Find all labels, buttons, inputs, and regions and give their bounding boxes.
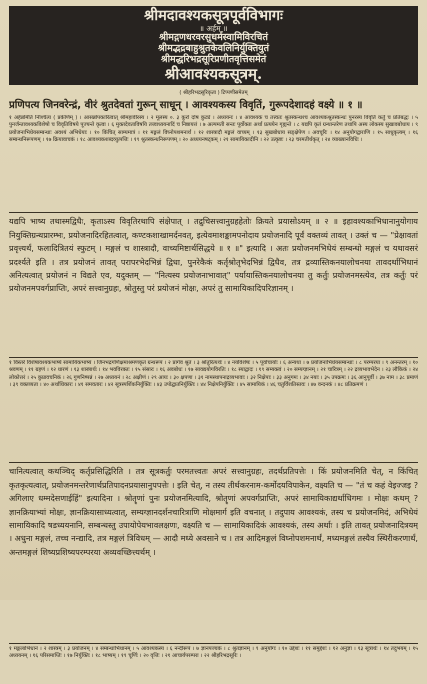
divider	[9, 357, 418, 358]
author-line: श्रीमद्गणधरवरसुधर्मस्वामिविरचितं	[159, 32, 268, 44]
book-title: श्रीमदावश्यकसूत्रपूर्वविभागः	[144, 7, 283, 24]
commentary-text-continued: चानित्यत्वात्‌ कथञ्चिद्‌ कर्तृप्रसिद्धिरिति । तत्र सूत्रकर्तुः परमतत्त्वतः अपरं सत्त्वानुग्रहः, तदर्थप्रतिपत्तेः । किं प्रयोजनमिति चेत्‌, न किंचित्‌ कृतकृत्यत्वात्‌, प्रयोजनमन्तरेणार्थप्रतिपादनप्रयासानुपपत्तेः । इति चेत्‌, न तस्य तीर्थकरनाम-कर्मोदयविपाकेन, वक्ष्यति च — "तं च कहं वेइज्जइ ? अगिलाए धम्मदेसणाईहिं" इत्यादिना । श्रोतॄणां पुनः प्रयोजनमित्यादि, श्रोतॄणां अपवर्गप्राप्तिः, अपरं सामायिकाद्यर्थाधिगमः । मोक्षः कथम्‌ ? ज्ञानक्रियाभ्यां मोक्षः, ज्ञानक्रियासाध्यत्वात्‌, सम्यग्ज्ञानदर्शनचारित्राणि मोक्षमार्ग इति वचनात्‌ । तदुपाय आवश्यकं, तस्य च प्रयोजनमिदं, अभिधेयं सामायिकादि षडध्ययनानि, सम्बन्धस्तु उपायोपेयभावलक्षणः, वक्ष्यति च — सामायिकादिकं आवश्यकं, तस्य अर्थाः । इति तावत्‌ प्रयोजनादित्रयम्‌ । अधुना मङ्गलं, तच्च नन्द्यादि, तत्र मङ्गलं त्रिविधम्‌ — आदौ मध्ये अवसाने च । तत्र आदिमङ्गलं विघ्नोपशमनार्थं, मध्यमङ्गलं तस्यैव स्थिरीकरणार्थं, अन्तमङ्गलं शिष्यप्रशिष्यपरम्परया अव्यवच्छित्त्यर्थम्‌ ।	[9, 466, 418, 557]
edition-note: ( श्रीहरिभद्रसूरिकृता ) टिप्पणीसमेतम्	[179, 90, 248, 97]
footnotes-middle: १ विस्तरे विशेषावश्यकभाष्ये सामायिकभाष्यं । जिनभद्रगणिक्षमाश्रमणकृतं ग्रन्थरूपं । २ प्रागेव श्रुतं । ३ श्रोतुरित्यर्थः । ४ नयविशेषः । ५ पूर्वाचार्याः । ६ अन्यथा । ७ प्रयोजनाभिधेयसम्बन्धाः । ८ परम्परया । ९ अनन्तरम् । १० श्रवणम् । ११ ग्रहणं । १२ धारणं । १३ शास्त्रार्थः । १४ भवविरक्तः । १५ संसारः । १६ अवबोधः । १७ सावद्ययोगविरतिः । १८ स्याद्वादः । १९ सम्यक्त्वं । २० सम्यग्ज्ञानम् । २१ चारित्रम् । २२ द्रव्यभावभेदेन । २३ लौकिकं । २४ लोकोत्तरं । २५ कुप्रावचनिकं । २६ गुणनिष्पन्नं । २७ अध्ययनं । २८ अक्षीणं । २९ आयः । ३० क्षपणा । ३१ नामस्थापनाद्रव्यभावाः । ३२ निक्षेपाः । ३३ अनुगमः । ३४ नयाः । ३५ उपक्रमः । ३६ आनुपूर्वी । ३७ नाम । ३८ प्रमाणं । ३९ वक्तव्यता । ४० अर्थाधिकारः । ४१ समवतारः । ४२ सूत्रस्पर्शिकनिर्युक्तिः । ४३ उपोद्घातनिर्युक्तिः । ४४ निक्षेपनिर्युक्तिः । ४५ सामायिकं । ४६ चतुर्विंशतिस्तवः । ४७ वन्दनकं । ४८ प्रतिक्रमणं ।	[9, 360, 418, 388]
divider	[9, 212, 418, 213]
footnotes-bottom: १ मङ्गलाभिधानं । २ शास्त्रम् । ३ प्रयोजनम् । ४ सम्बन्धाभिधानम् । ५ आवश्यकस्य । ६ नन्दीरूपं । ७ ज्ञानपञ्चकं । ८ श्रुतज्ञानम् । ९ अनुयोगः । १० उद्देशः । ११ समुद्देशः । १२ अनुज्ञा । १३ सूत्रार्थः । १४ तदुभयम् । १५ अध्ययनम् । १६ परिसमाप्तिः । १७ निर्युक्तिः । १८ भाष्यम् । १९ चूर्णिः । २० वृत्तिः । २१ आचार्यपरम्परा । २२ श्रीहरिभद्रसूरिः ।	[9, 646, 418, 660]
commentary-text: यद्यपि भाष्य तथास्मद्विधैः, कृताऽस्य विवृतिरथापि संक्षेपात् । तद्रुचिसत्त्वानुग्रहहेतोः क्रियते प्रयासोऽयम् ॥ २ ॥ इहावश्यकाभिधानानुयोगाय नियुक्तिग्रन्थप्रारम्भः, प्रयोजनादिरहितत्वात्, कण्टकशाखामर्दनवत्, इत्येवमाशङ्कामपनोदाय प्रयोजनादि पूर्वं वक्तव्यं तावत् । उक्तं च — "प्रेक्षावतां प्रवृत्त्यर्थं, फलादित्रितयं स्फुटम् । मङ्गलं च शास्त्रादौ, वाच्यमिष्टार्थसिद्धये ॥ १ ॥" इत्यादि । अतः प्रयोजनमभिधेयं सम्बन्धो मङ्गलं च यथावसरं प्रदर्श्यते इति । तत्र प्रयोजनं तावत् परापरभेदभिन्नं द्विधा, पुनरेकैकं कर्तृश्रोतृभेदभिन्नं द्विधैव, तत्र द्रव्यास्तिकनयालोचनया तावदर्थाभिधानं अनित्यत्वात् प्रयोजनं न विद्यते एव, यदुक्तम्‌ — "नित्यस्य प्रयोजनाभावात्" पर्यायास्तिकनयालोचनया तु कर्तुः प्रयोजनमस्त्येव, तत्र कर्तुः परं प्रयोजनमपवर्गप्राप्तिः, अपरं सत्त्वानुग्रहः, श्रोतुस्तु परं प्रयोजनं मोक्षः, अपरं तु सामायिकादिपरिज्ञानम् ।	[9, 216, 418, 294]
footnotes-top: १ अर्हन्नमिति निश्चित्य ( प्रकीर्णम् ) । आसन्नोपकारित्वात् श्रीमहावीरस्य । २ मूलस्य ०. ३ कुरो दोष कुट्ये । अध्ययनः । ४ आवश्यकं च तत्त्वतः श्रुतस्कन्धश्च आवश्यकश्रुतस्कन्धः पुनरस्य विवृतिं कर्तुं च प्रतिबद्धः । ५ पुनर्जन्तावश्यकविशेषो च विवृतिविषये पूज्यन्ते कृत्वा । ६ मुक्तदेवताविषयि तत्त्वाध्ययनादिं च निष्ठायत्तं । ७ अल्पमती सन्तः पूर्वोक्ता अर्था प्रत्ययेन गृह्यन्ते । ८ यद्यपि कृतं ग्रन्थान्तरेण तथापि अस्य लोकस्य सुखावबोधाय । ९ प्रयोजनाभिधेयसम्बन्धाः अवश्यं अभिधेयाः । १० किंचित् साम्यमात्रं । ११ मङ्गलं विघ्नोपशमनार्थं । १२ शास्त्रादौ मङ्गलं वाच्यम् । १३ सुखबोधाय सङ्क्षेपेण । अवचूरिः । १४ अनुयोगद्वाराणि । १५ साधुकृत्यम् । १६ सम्बन्धनिरूपणम् । १७ क्रियावाचकं । १८ आवश्यकशब्दव्युत्पत्तिः । १९ श्रुतस्कन्धनिरूपणम् । २० अध्ययनषट्कम् । २१ सामायिकादीनि । २२ उत्कृष्टः । २३ चरमतीर्थकृत् । २४ व्याख्यानविधिः ।	[9, 115, 418, 143]
divider	[9, 643, 418, 644]
title-block	[9, 6, 418, 85]
niryukti-line: श्रीमद्भद्रबाहुश्रुतकेवलिनिर्युक्तियुतं	[157, 43, 270, 55]
divider	[9, 462, 418, 463]
work-name: श्रीआवश्यकसूत्रम्.	[164, 65, 263, 84]
invocation: ॥ अर्हम् ॥	[199, 23, 228, 33]
commentary-line: श्रीमद्धरिभद्रसूरिप्रणीतवृत्तिसमेतं	[160, 54, 267, 66]
opening-verse: प्रणिपत्य जिनवरेन्द्रं, वीरं श्रुतदेवतां गुरून् साधून् । आवश्यकस्य विवृतिं, गुरूपदेशादहं वक्ष्ये ॥ १ ॥	[9, 100, 363, 112]
